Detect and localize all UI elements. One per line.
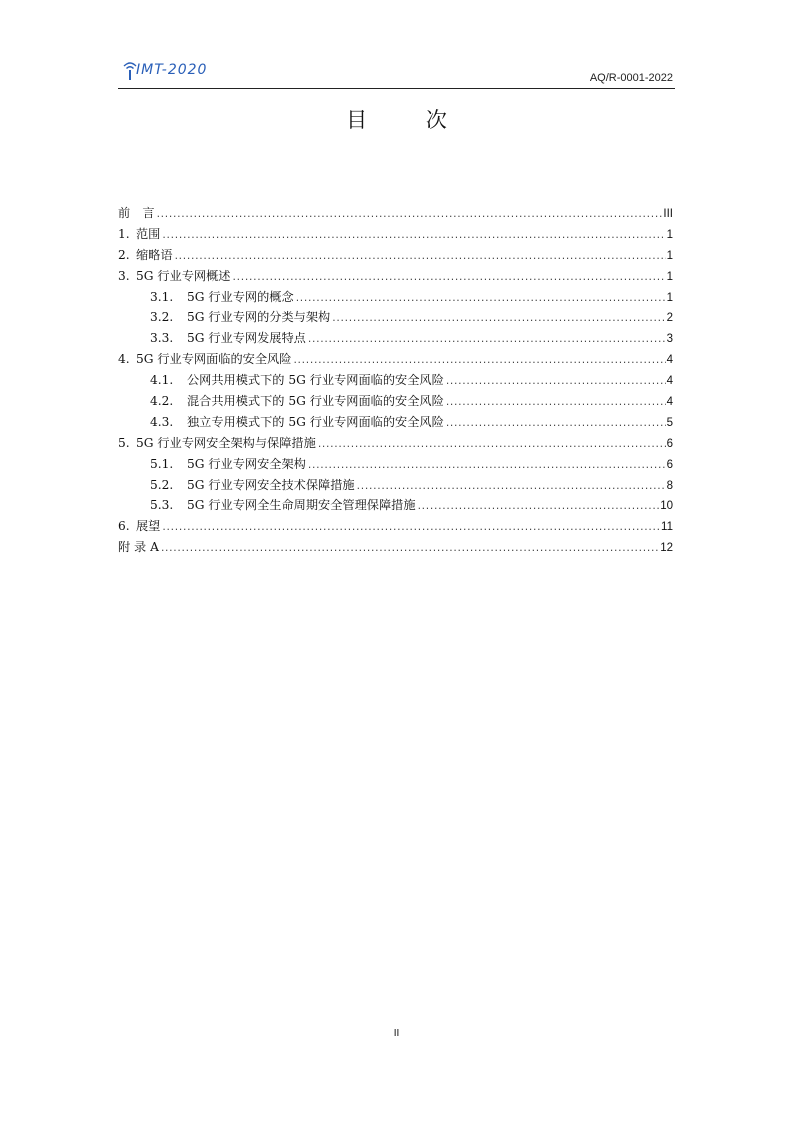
toc-entry-label: 5G 行业专网安全技术保障措施 <box>187 477 355 492</box>
toc-dot-leader <box>292 356 665 366</box>
toc-entry-number: 6. <box>118 519 130 534</box>
toc-entry-page: 2 <box>666 312 673 325</box>
toc-entry-label: 公网共用模式下的 5G 行业专网面临的安全风险 <box>187 373 444 388</box>
toc-entry-label: 5G 行业专网发展特点 <box>187 331 306 346</box>
toc-entry-label: 5G 行业专网安全架构 <box>187 456 306 471</box>
imt2020-logo <box>122 60 212 84</box>
toc-entry-page: 4 <box>666 396 673 409</box>
toc-entry[interactable] <box>118 204 673 225</box>
toc-dot-leader <box>161 231 665 241</box>
toc-entry[interactable] <box>118 455 673 476</box>
toc-entry[interactable] <box>118 496 673 517</box>
toc-entry[interactable] <box>118 329 673 350</box>
toc-entry-number: 2. <box>118 247 130 262</box>
toc-entry-page: 12 <box>660 542 673 555</box>
toc-dot-leader <box>307 335 666 345</box>
toc-entry-label: 展望 <box>136 519 161 534</box>
toc-dot-leader <box>356 482 666 492</box>
toc-entry-label: 缩略语 <box>136 247 173 262</box>
toc-entry-number: 3. <box>118 268 130 283</box>
header-divider <box>118 88 675 89</box>
toc-dot-leader <box>232 273 666 283</box>
toc-dot-leader <box>307 461 666 471</box>
toc-entry-label: 5G 行业专网的分类与架构 <box>187 310 331 325</box>
toc-dot-leader <box>161 523 660 533</box>
table-of-contents <box>118 204 673 559</box>
toc-entry-number: 3.1. <box>150 289 174 304</box>
toc-entry-page: III <box>663 208 673 220</box>
toc-entry-label: 5G 行业专网概述 <box>136 268 231 283</box>
toc-dot-leader <box>417 502 660 512</box>
toc-entry[interactable] <box>118 350 673 371</box>
logo-text: IMT-2020 <box>136 62 208 78</box>
toc-entry-page: 1 <box>666 270 673 283</box>
toc-entry-number: 4.3. <box>150 414 174 429</box>
toc-dot-leader <box>331 314 665 324</box>
toc-dot-leader <box>156 210 663 220</box>
toc-entry-label: 混合共用模式下的 5G 行业专网面临的安全风险 <box>187 394 444 409</box>
toc-entry-page: 11 <box>661 521 673 534</box>
toc-entry-label: 5G 行业专网的概念 <box>187 289 294 304</box>
toc-entry-label: 前 言 <box>118 206 155 220</box>
toc-entry-page: 4 <box>666 375 673 388</box>
toc-entry[interactable] <box>118 517 673 538</box>
toc-entry-label: 范围 <box>136 226 161 241</box>
toc-entry[interactable] <box>118 434 673 455</box>
toc-entry-page: 1 <box>666 249 673 262</box>
toc-entry-page: 4 <box>666 354 673 367</box>
toc-entry-label: 5G 行业专网全生命周期安全管理保障措施 <box>187 498 416 513</box>
toc-entry-page: 3 <box>666 333 673 346</box>
toc-entry-label: 5G 行业专网安全架构与保障措施 <box>136 435 316 450</box>
toc-entry[interactable] <box>118 371 673 392</box>
toc-entry[interactable] <box>118 392 673 413</box>
toc-entry[interactable] <box>118 225 673 246</box>
page-title: 目 次 <box>346 108 473 132</box>
footer-page-number: II <box>393 1028 400 1039</box>
toc-entry[interactable] <box>118 267 673 288</box>
toc-entry-label: 附 录 A <box>118 540 159 555</box>
toc-entry[interactable] <box>118 476 673 497</box>
toc-entry[interactable] <box>118 308 673 329</box>
toc-dot-leader <box>445 419 666 429</box>
toc-entry-page: 5 <box>666 416 673 429</box>
toc-entry-number: 4. <box>118 352 130 367</box>
toc-dot-leader <box>317 440 666 450</box>
toc-entry[interactable] <box>118 413 673 434</box>
toc-dot-leader <box>174 252 666 262</box>
toc-dot-leader <box>445 377 666 387</box>
toc-entry-label: 5G 行业专网面临的安全风险 <box>136 352 292 367</box>
toc-entry-page: 10 <box>660 500 673 513</box>
toc-entry-page: 1 <box>666 291 673 304</box>
toc-entry-number: 5.3. <box>150 498 174 513</box>
toc-dot-leader <box>295 294 666 304</box>
toc-entry-number: 5. <box>118 435 130 450</box>
toc-dot-leader <box>445 398 666 408</box>
toc-entry-number: 1. <box>118 226 130 241</box>
toc-entry-number: 3.2. <box>150 310 174 325</box>
toc-entry-number: 4.1. <box>150 373 174 388</box>
toc-entry-label: 独立专用模式下的 5G 行业专网面临的安全风险 <box>187 414 444 429</box>
toc-entry-page: 1 <box>666 228 673 241</box>
toc-entry[interactable] <box>118 246 673 267</box>
toc-entry-page: 6 <box>666 437 673 450</box>
toc-entry-number: 3.3. <box>150 331 174 346</box>
toc-entry-page: 6 <box>666 458 673 471</box>
toc-entry-number: 4.2. <box>150 394 174 409</box>
toc-dot-leader <box>160 544 659 554</box>
toc-entry-page: 8 <box>666 479 673 492</box>
toc-entry[interactable] <box>118 288 673 309</box>
toc-entry[interactable] <box>118 538 673 559</box>
toc-entry-number: 5.1. <box>150 456 174 471</box>
document-code: AQ/R-0001-2022 <box>589 72 673 84</box>
toc-entry-number: 5.2. <box>150 477 174 492</box>
